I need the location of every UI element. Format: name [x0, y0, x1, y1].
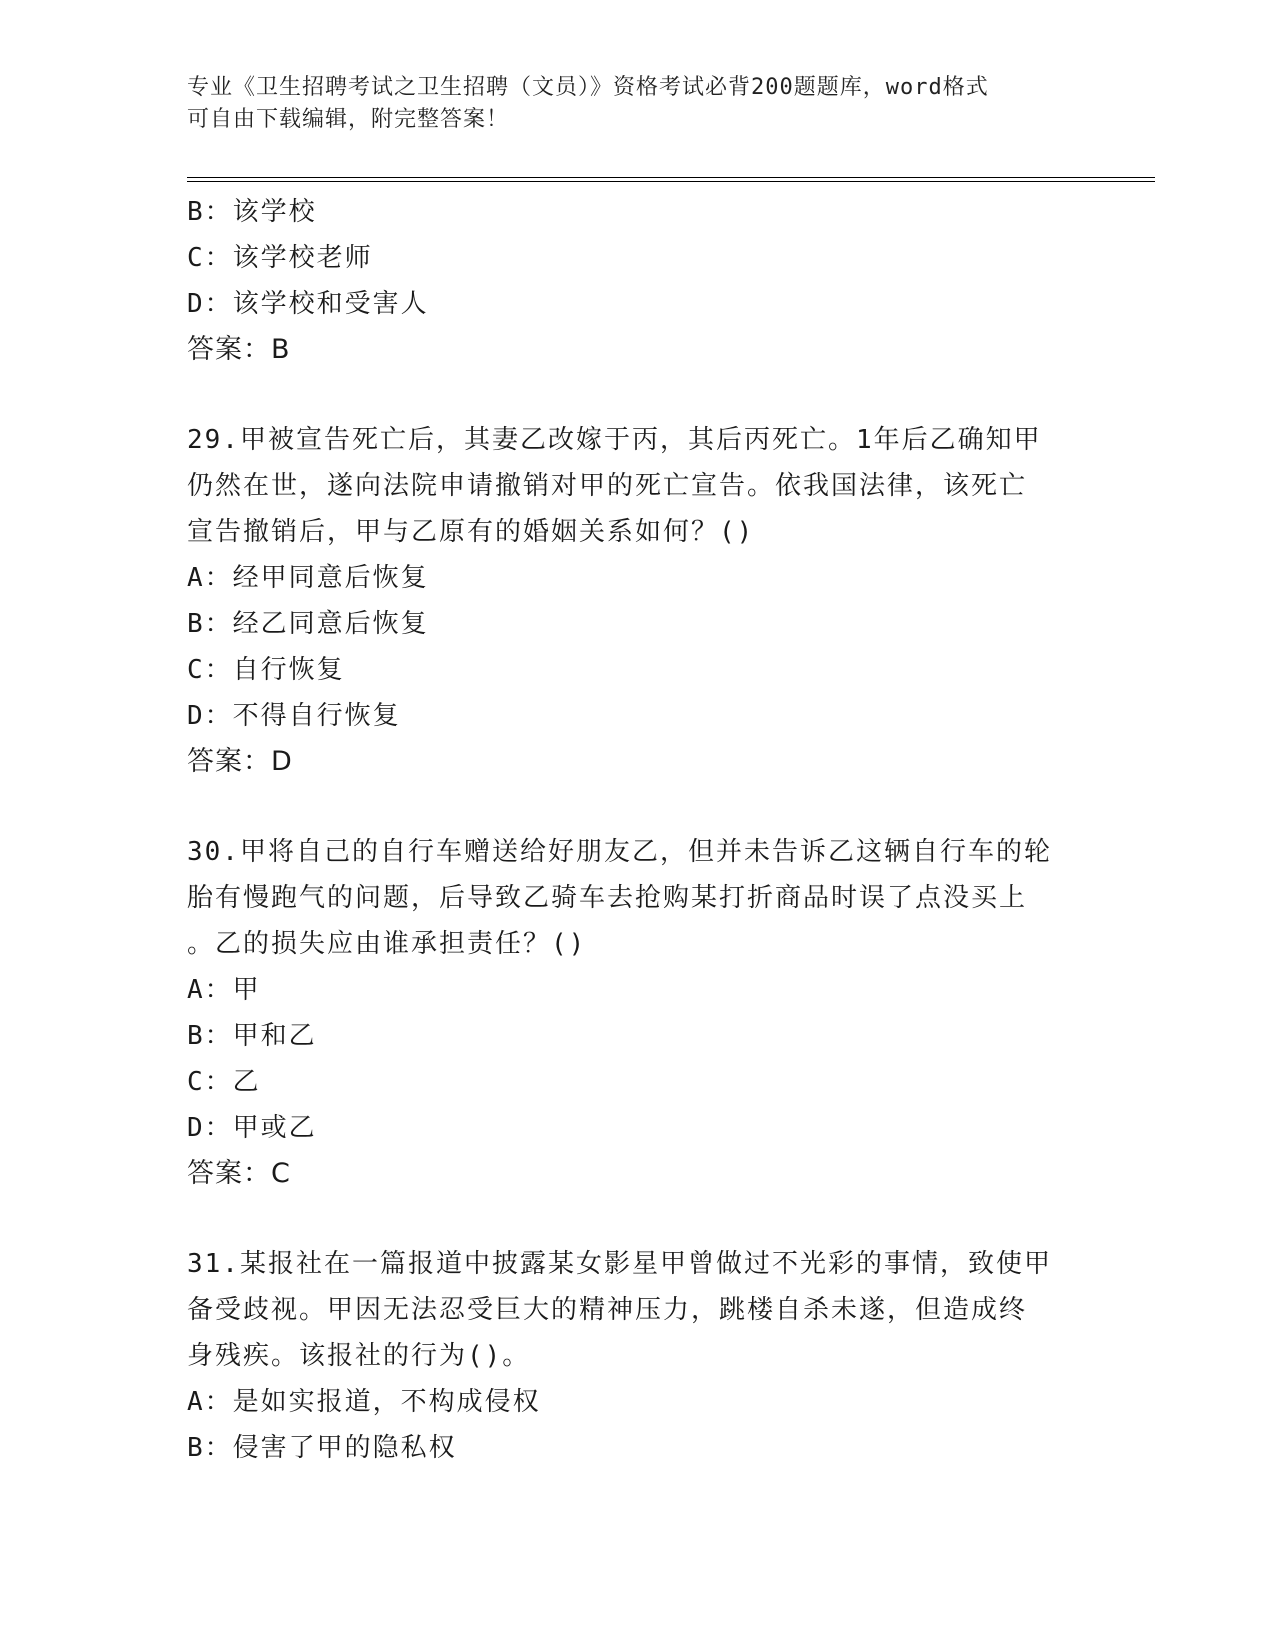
- stem-line: 宣告撤销后，甲与乙原有的婚姻关系如何？(): [187, 517, 755, 547]
- question-29: [187, 417, 1087, 785]
- stem-line: 仍然在世，遂向法院申请撤销对甲的死亡宣告。依我国法律，该死亡: [187, 471, 1028, 501]
- stem-line: 29.甲被宣告死亡后，其妻乙改嫁于丙，其后丙死亡。1年后乙确知甲: [187, 425, 1042, 455]
- answer-label: 答案：D: [187, 746, 293, 777]
- option-b: B：该学校: [187, 197, 317, 227]
- option-c: C：自行恢复: [187, 655, 345, 685]
- option-c: C：乙: [187, 1067, 261, 1097]
- option-d: D：不得自行恢复: [187, 701, 401, 731]
- option-b: B：经乙同意后恢复: [187, 609, 429, 639]
- answer-label: 答案：B: [187, 334, 291, 365]
- question-30: [187, 829, 1087, 1197]
- question-31: [187, 1241, 1087, 1471]
- document-header: [187, 72, 1067, 136]
- option-b: B：侵害了甲的隐私权: [187, 1433, 457, 1463]
- option-d: D：甲或乙: [187, 1113, 317, 1143]
- option-c: C：该学校老师: [187, 243, 373, 273]
- option-b: B：甲和乙: [187, 1021, 317, 1051]
- stem-line: 30.甲将自己的自行车赠送给好朋友乙，但并未告诉乙这辆自行车的轮: [187, 837, 1052, 867]
- option-a: A：是如实报道，不构成侵权: [187, 1387, 541, 1417]
- question-28-continued: [187, 189, 1087, 373]
- stem-line: 备受歧视。甲因无法忍受巨大的精神压力，跳楼自杀未遂，但造成终: [187, 1295, 1028, 1325]
- question-list: [187, 189, 1087, 1471]
- question-stem: [187, 1241, 1087, 1379]
- spacer: [187, 1197, 1087, 1241]
- question-stem: [187, 417, 1087, 555]
- spacer: [187, 785, 1087, 829]
- question-stem: [187, 829, 1087, 967]
- spacer: [187, 373, 1087, 417]
- header-line-2: 可自由下载编辑，附完整答案！: [187, 107, 510, 132]
- stem-line: 。乙的损失应由谁承担责任？(): [187, 929, 587, 959]
- header-divider-top: [187, 177, 1155, 178]
- option-a: A：甲: [187, 975, 261, 1005]
- stem-line: 31.某报社在一篇报道中披露某女影星甲曾做过不光彩的事情，致使甲: [187, 1249, 1052, 1279]
- stem-line: 胎有慢跑气的问题，后导致乙骑车去抢购某打折商品时误了点没买上: [187, 883, 1028, 913]
- header-line-1: 专业《卫生招聘考试之卫生招聘（文员）》资格考试必背200题题库，word格式: [187, 75, 989, 100]
- header-divider-bottom: [187, 181, 1155, 182]
- option-d: D：该学校和受害人: [187, 289, 429, 319]
- stem-line: 身残疾。该报社的行为()。: [187, 1341, 531, 1371]
- answer-label: 答案：C: [187, 1158, 291, 1189]
- option-a: A：经甲同意后恢复: [187, 563, 429, 593]
